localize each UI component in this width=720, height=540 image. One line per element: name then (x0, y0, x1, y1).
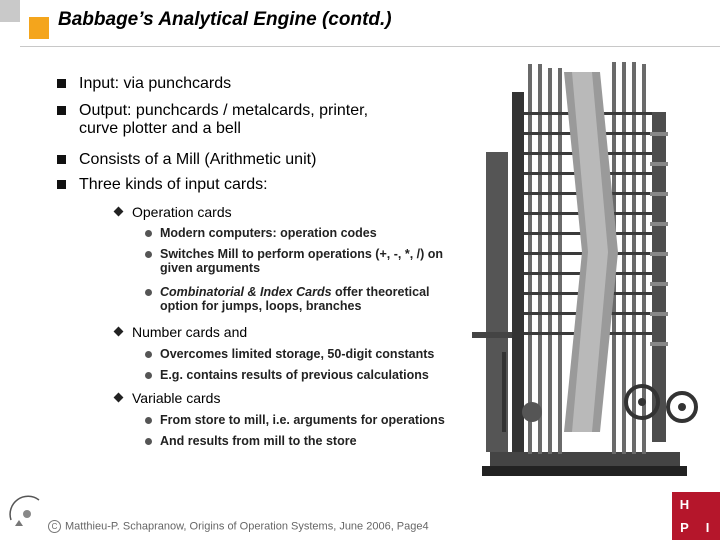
dot-bullet-icon (145, 417, 152, 424)
bullet-text: Consists of a Mill (Arithmetic unit) (79, 151, 317, 168)
item-text: Overcomes limited storage, 50-digit constants (160, 347, 435, 361)
hpi-letter: P (680, 520, 689, 535)
hpi-letter: I (705, 520, 710, 535)
operation-item (160, 285, 430, 314)
bullet-text: Three kinds of input cards: (79, 176, 268, 193)
item-text: E.g. contains results of previous calculations (160, 368, 429, 382)
dot-bullet-icon (145, 289, 152, 296)
bullet-mill (79, 151, 316, 169)
hpi-letter (698, 495, 717, 514)
subbullet-operation-cards (132, 204, 232, 220)
dot-bullet-icon (145, 230, 152, 237)
subbullet-label: Variable cards (132, 390, 221, 406)
bullet-input (79, 75, 231, 93)
subbullet-label: Operation cards (132, 204, 232, 220)
operation-item (160, 226, 377, 240)
footer-text: Matthieu-P. Schapranow, Origins of Operation Systems, June 2006, Page4 (65, 520, 429, 533)
item-text: Switches Mill to perform operations (+, -, *, /) on (160, 247, 444, 261)
hpi-letter: H (679, 497, 690, 512)
variable-item (160, 434, 357, 448)
bullet-output (79, 102, 368, 139)
hpi-logo (672, 492, 720, 540)
dot-bullet-icon (145, 372, 152, 379)
number-item (160, 368, 429, 382)
dot-bullet-icon (145, 251, 152, 258)
subbullet-variable-cards (132, 390, 220, 406)
item-text: Modern computers: operation codes (160, 226, 377, 240)
header-divider (20, 46, 720, 47)
bullet-input-cards (79, 176, 268, 194)
dot-bullet-icon (145, 438, 152, 445)
item-continuation: given arguments (160, 261, 261, 276)
number-item (160, 347, 434, 361)
item-continuation: option for jumps, loops, branches (160, 299, 362, 314)
item-emphasis: Combinatorial & Index Cards (160, 285, 332, 299)
operation-item (160, 247, 443, 276)
diamond-bullet-icon (114, 393, 124, 403)
bullet-continuation: curve plotter and a bell (79, 120, 241, 138)
item-text: And results from mill to the store (160, 434, 357, 448)
university-seal-logo (5, 490, 49, 534)
diamond-bullet-icon (114, 207, 124, 217)
subbullet-number-cards (132, 324, 247, 340)
item-text: From store to mill, i.e. arguments for operations (160, 413, 445, 427)
bullet-square-icon (57, 155, 66, 164)
subbullet-label: Number cards and (132, 324, 248, 340)
item-text: offer theoretical (331, 285, 430, 299)
dot-bullet-icon (145, 351, 152, 358)
slide-title: Babbage’s Analytical Engine (contd.) (58, 9, 392, 30)
bullet-square-icon (57, 180, 66, 189)
diamond-bullet-icon (114, 327, 124, 337)
copyright-icon: C (48, 520, 61, 533)
bullet-square-icon (57, 106, 66, 115)
header-gray-square (0, 0, 20, 22)
footer (48, 520, 429, 533)
variable-item (160, 413, 445, 427)
header-orange-square (29, 17, 49, 39)
analytical-engine-image (472, 52, 712, 492)
bullet-square-icon (57, 79, 66, 88)
bullet-text: Input: via punchcards (79, 75, 232, 92)
bullet-text: Output: punchcards / metalcards, printer, (79, 102, 369, 119)
